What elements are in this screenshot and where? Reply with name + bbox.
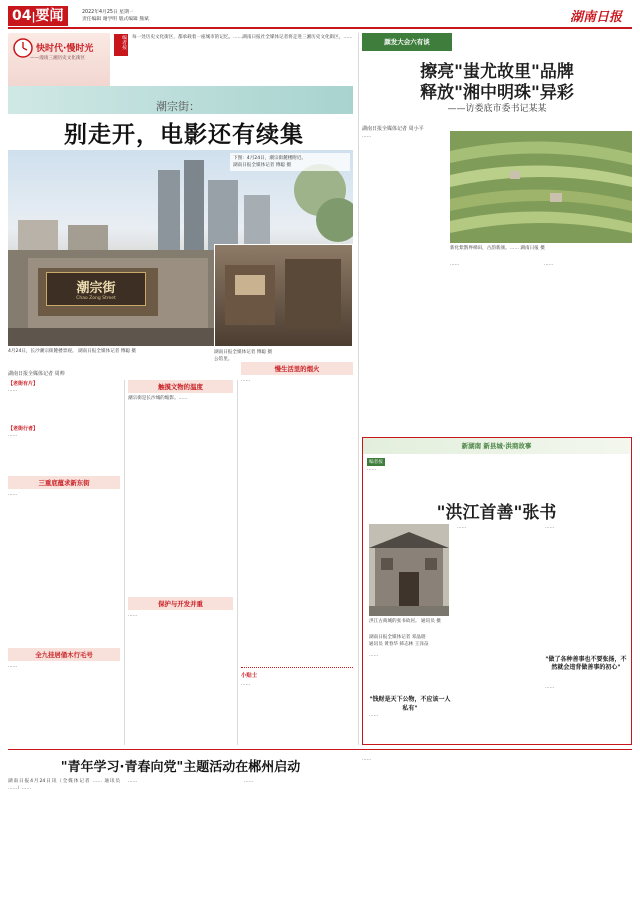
- right-text-col1: ……: [362, 134, 372, 139]
- column-tag-text: 颜发大会六有谈: [384, 38, 430, 46]
- old-house-illustration: [369, 524, 449, 616]
- terrace-photo-credit: 湖南日报 摄: [520, 246, 545, 251]
- column-divider-2: [237, 380, 238, 745]
- right-top-story: [362, 33, 632, 433]
- photo-caption-top-credit: 湖南日报全媒体记者 傅聪 摄: [233, 163, 292, 168]
- col2-text-2: ……: [128, 613, 138, 618]
- col3-subhead: 慢生活里的烟火: [241, 362, 353, 375]
- terrace-photo-caption: [450, 245, 632, 252]
- column-tag: [362, 33, 452, 51]
- lead-kicker: 潮宗街：: [156, 100, 200, 113]
- page-section: 要闻: [35, 8, 64, 24]
- hongjiang-byline-1: 湖南日报全媒体记者 邓晶琎: [369, 635, 426, 640]
- hongjiang-editor-tag: 编者按: [369, 460, 383, 465]
- terrace-photo-caption-text: 新化紫鹊界梯田，古韵新颜。……: [450, 246, 519, 251]
- right-headline-1: 擦亮"蚩尤故里"品牌: [420, 62, 574, 82]
- right-byline: 湖南日报全媒体记者 周小平: [362, 126, 424, 132]
- bottom-text-col2: ……: [128, 779, 138, 784]
- page-number: 04: [12, 8, 32, 24]
- editor-note-block: [114, 34, 354, 82]
- editor-note-tag: 编者按: [114, 34, 128, 56]
- series-title: 快时代·慢时光: [36, 44, 94, 54]
- hongjiang-photo-credit: 通讯员 摄: [421, 619, 441, 624]
- hongjiang-text-col3: ……: [545, 525, 555, 530]
- street-sign: [46, 272, 146, 306]
- terraced-fields-illustration: [450, 131, 632, 243]
- notes-text: ……: [241, 682, 251, 687]
- hongjiang-editor-text: ……: [367, 467, 377, 472]
- hongjiang-photo-caption-text: 洪江古商城的张书故居。: [369, 619, 420, 624]
- bottom-rule: [8, 749, 632, 750]
- hongjiang-photo: [369, 524, 449, 616]
- bottom-right-text: ……: [362, 757, 372, 762]
- lead-headline: 别走开，电影还有续集: [64, 122, 304, 148]
- hongjiang-quote-2: "做了各种善事也不要张扬，不然就会违背做善事的初心": [545, 656, 627, 671]
- inner-text-4: ……: [8, 664, 18, 669]
- photo-caption-bottom-text: 4月24日，长沙潮宗街麓楼景观。: [8, 349, 77, 354]
- inner-text-1: ……: [8, 388, 18, 393]
- hongjiang-headline: "洪江首善"张书: [436, 503, 557, 523]
- bottom-text-col3: ……: [244, 779, 254, 784]
- right-headline-2: 释放"湘中明珠"异彩: [420, 83, 574, 103]
- series-banner: [8, 33, 110, 87]
- interior-scene-illustration: [215, 245, 354, 348]
- terrace-photo: [450, 131, 632, 243]
- notes-title: 小贴士: [241, 673, 258, 679]
- hongjiang-byline-2: 通讯员 黄春华 韩志林 王泽奋: [369, 642, 429, 647]
- photo-caption-bottom-credit: 湖南日报全媒体记者 傅聪 摄: [77, 349, 137, 354]
- inner-subhead-1: 三重底蕴求新东街: [8, 476, 120, 489]
- notes-box: [241, 667, 353, 751]
- series-subtitle: ——漫谈三湘历史文化街区: [30, 56, 86, 61]
- inner-text-3: ……: [8, 492, 18, 497]
- inner-subhead-2: 全九挂居俑木行毛号: [8, 648, 120, 661]
- page-divider: [358, 33, 359, 745]
- inner-tag-2: 【老街行者】: [8, 426, 39, 432]
- hongjiang-byline: [369, 634, 453, 648]
- inner-tag-1: 【老街有片】: [8, 381, 39, 387]
- col2-subhead: 触摸文物的温度: [128, 380, 233, 393]
- hongjiang-series-label: 新湖南 新县城·洪商故事: [461, 442, 532, 450]
- hongjiang-text-col2: ……: [457, 525, 467, 530]
- lead-byline: 湖南日报全媒体记者 周帅: [8, 371, 65, 377]
- inner-left-column: [8, 380, 120, 745]
- street-sign-text: 潮宗街: [76, 281, 116, 296]
- right-text-col3: ……: [544, 262, 554, 267]
- col3-text: ……: [241, 378, 251, 383]
- photo-caption-bottom: [8, 348, 208, 355]
- photo-caption-top: [230, 153, 350, 171]
- hongjiang-quote-1: "钱财是天下公物，不应该一人私有": [369, 696, 451, 712]
- street-sign-en: Chao Zong Street: [76, 296, 116, 301]
- hongjiang-text-col3b: ……: [545, 685, 555, 690]
- right-subtitle: ——访娄底市委书记某某: [447, 104, 547, 114]
- col2-subhead-2: 保护与开发并重: [128, 597, 233, 610]
- bottom-headline: "青年学习·青春向党"主题活动在郴州启动: [60, 760, 301, 775]
- column-divider-1: [124, 380, 125, 745]
- masthead: [0, 0, 640, 30]
- bottom-byline: 湖南日报4月24日讯（全媒体记者 …… 通讯员 ……）……: [8, 779, 120, 792]
- photo-caption-mid: 公馆里。: [214, 357, 233, 362]
- lead-column-2: [128, 380, 233, 745]
- photo-caption-top-text: 下图：4月24日，潮宗街麓楼附近。: [233, 156, 307, 161]
- page-number-block: 04|要闻: [8, 6, 68, 26]
- masthead-editors: 责任编辑 谢学明 版式编辑 熊斌: [82, 17, 149, 22]
- masthead-date: 2022年4月25日 星期一: [82, 10, 134, 15]
- right-text-col2: ……: [450, 262, 460, 267]
- inner-text-2: ……: [8, 433, 18, 438]
- lead-column-3: [241, 362, 353, 745]
- inset-photo-credit: 湖南日报全媒体记者 傅聪 摄: [214, 350, 273, 355]
- hongjiang-feature: [362, 437, 632, 745]
- hongjiang-text-col1: ……: [369, 653, 379, 658]
- hongjiang-text-col1b: ……: [369, 713, 379, 718]
- col2-text: 潮宗街是长沙城的缩影。……: [128, 396, 188, 401]
- hongjiang-photo-caption: [369, 618, 449, 625]
- masthead-meta: [82, 9, 149, 23]
- paper-name-logo: 湖南日报: [570, 10, 623, 25]
- masthead-rule: [8, 27, 632, 29]
- hongjiang-banner: [363, 438, 630, 454]
- inset-photo: [214, 244, 353, 347]
- editor-note-text: 每一处历史文化街区，都承载着一座城市的记忆。……湖南日报社全媒体记者将走进三湘历史文化街区，……: [132, 35, 353, 40]
